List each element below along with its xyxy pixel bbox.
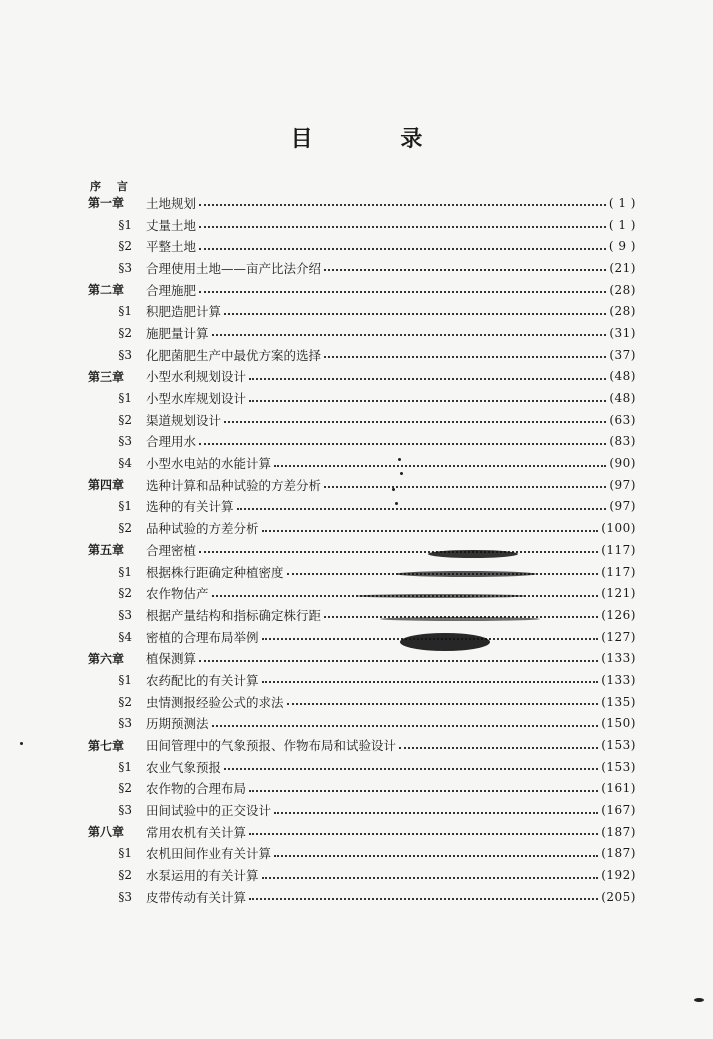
- page-number: (127): [601, 629, 636, 644]
- toc-entry-title: 农作物估产: [146, 586, 209, 602]
- section-number: §3: [118, 434, 132, 449]
- scan-speck: [395, 502, 398, 505]
- scan-speck: [392, 488, 395, 491]
- toc-entry-title: 田间管理中的气象预报、作物布局和试验设计: [146, 738, 397, 754]
- dot-leader: [199, 659, 598, 662]
- page-number: (63): [609, 412, 636, 427]
- toc-entry-title: 农机田间作业有关计算: [146, 846, 272, 862]
- dot-leader: [249, 789, 598, 792]
- dot-leader: [287, 702, 599, 705]
- dot-leader: [324, 268, 606, 271]
- toc-entry-title: 植保测算: [146, 651, 197, 667]
- dot-leader: [199, 225, 606, 228]
- page-number: (28): [609, 304, 636, 319]
- toc-entry-title: 施肥量计算: [146, 325, 209, 341]
- dot-leader: [249, 897, 598, 900]
- dot-leader: [249, 399, 606, 402]
- dot-leader: [199, 203, 606, 206]
- page-number: (48): [609, 391, 636, 406]
- toc-entry-title: 小型水电站的水能计算: [146, 456, 272, 472]
- toc-entry-title: 品种试验的方差分析: [146, 521, 259, 537]
- page-number: (192): [601, 868, 636, 883]
- toc-entry-title: 田间试验中的正交设计: [146, 803, 272, 819]
- toc-entry-title: 选种的有关计算: [146, 499, 234, 515]
- page-number: (187): [601, 846, 636, 861]
- toc-entry-title: 根据产量结构和指标确定株行距: [146, 607, 322, 623]
- toc-entry: [88, 300, 636, 322]
- dot-leader: [274, 464, 606, 467]
- toc-entry-title: 合理密植: [146, 542, 197, 558]
- page-number: (37): [609, 347, 636, 362]
- toc-entry-title: 小型水库规划设计: [146, 391, 247, 407]
- dot-leader: [249, 832, 598, 835]
- chapter-number: 第一章: [88, 196, 125, 211]
- chapter-number: 第四章: [88, 478, 125, 493]
- scan-smudge: [356, 594, 526, 598]
- section-number: §2: [118, 239, 132, 254]
- toc-entry: [88, 647, 636, 669]
- scan-speck: [694, 998, 704, 1002]
- toc-entry-title: 农药配比的有关计算: [146, 672, 259, 688]
- page-number: (133): [601, 672, 636, 687]
- toc-entry: [88, 409, 636, 431]
- page-number: (167): [601, 803, 636, 818]
- dot-leader: [274, 854, 598, 857]
- page-number: (150): [601, 716, 636, 731]
- section-number: §1: [118, 217, 132, 232]
- section-number: §2: [118, 694, 132, 709]
- toc-entry-title: 密植的合理布局举例: [146, 629, 259, 645]
- chapter-number: 第三章: [88, 369, 125, 384]
- chapter-number: 第二章: [88, 283, 125, 298]
- section-number: §1: [118, 759, 132, 774]
- page-number: (153): [601, 738, 636, 753]
- dot-leader: [199, 290, 606, 293]
- toc-entry: [88, 669, 636, 691]
- section-number: §1: [118, 391, 132, 406]
- toc-entry: [88, 192, 636, 214]
- page-number: (121): [601, 586, 636, 601]
- dot-leader: [399, 746, 598, 749]
- section-number: §3: [118, 889, 132, 904]
- page-number: (21): [609, 260, 636, 275]
- toc-entry: [88, 279, 636, 301]
- dot-leader: [262, 876, 599, 879]
- page-number: (135): [601, 694, 636, 709]
- toc-entry-title: 农业气象预报: [146, 759, 222, 775]
- chapter-number: 第七章: [88, 738, 125, 753]
- dot-leader: [249, 377, 606, 380]
- page-number: (28): [609, 282, 636, 297]
- dot-leader: [212, 724, 599, 727]
- toc-entry-title: 历期预测法: [146, 716, 209, 732]
- page-number: (117): [601, 542, 636, 557]
- toc-entry: [88, 474, 636, 496]
- dot-leader: [324, 485, 606, 488]
- chapter-number: 第六章: [88, 651, 125, 666]
- section-number: §2: [118, 412, 132, 427]
- section-number: §1: [118, 499, 132, 514]
- page-number: (133): [601, 651, 636, 666]
- toc-entry: [88, 886, 636, 908]
- toc-entry: [88, 539, 636, 561]
- toc-entry: [88, 452, 636, 474]
- dot-leader: [237, 507, 607, 510]
- section-number: §4: [118, 629, 132, 644]
- scan-speck: [398, 458, 401, 461]
- dot-leader: [212, 333, 607, 336]
- chapter-number: 第八章: [88, 825, 125, 840]
- scan-speck: [20, 742, 23, 745]
- page-number: (187): [601, 824, 636, 839]
- toc-entry-title: 丈量土地: [146, 217, 197, 233]
- toc-entry-title: 积肥造肥计算: [146, 304, 222, 320]
- toc-entry-title: 常用农机有关计算: [146, 824, 247, 840]
- section-number: §2: [118, 521, 132, 536]
- toc-entry: [88, 366, 636, 388]
- toc-entry: [88, 821, 636, 843]
- page-number: ( 1 ): [608, 195, 636, 210]
- scan-speck: [400, 472, 403, 475]
- page-number: (48): [609, 369, 636, 384]
- page-number: (205): [601, 889, 636, 904]
- toc-entry-title: 合理用水: [146, 434, 197, 450]
- page-number: (161): [601, 781, 636, 796]
- toc-entry-title: 水泵运用的有关计算: [146, 868, 259, 884]
- toc-entry-title: 合理使用土地——亩产比法介绍: [146, 260, 322, 276]
- page-number: (153): [601, 759, 636, 774]
- toc-entry-title: 选种计算和品种试验的方差分析: [146, 477, 322, 493]
- toc-entry-title: 农作物的合理布局: [146, 781, 247, 797]
- page-number: (83): [609, 434, 636, 449]
- toc-entry-title: 皮带传动有关计算: [146, 889, 247, 905]
- toc-entry: [88, 713, 636, 735]
- section-number: §2: [118, 868, 132, 883]
- toc-entry: [88, 843, 636, 865]
- section-number: §1: [118, 672, 132, 687]
- page-number: (31): [609, 325, 636, 340]
- toc-entry-title: 小型水利规划设计: [146, 369, 247, 385]
- toc-entry-title: 根据株行距确定种植密度: [146, 564, 284, 580]
- toc-entry: [88, 214, 636, 236]
- toc-entry: [88, 756, 636, 778]
- section-number: §4: [118, 456, 132, 471]
- section-number: §2: [118, 325, 132, 340]
- page-number: ( 1 ): [608, 217, 636, 232]
- chapter-number: 第五章: [88, 543, 125, 558]
- toc-entry: [88, 604, 636, 626]
- toc-entry-title: 化肥菌肥生产中最优方案的选择: [146, 347, 322, 363]
- page-number: (90): [609, 456, 636, 471]
- toc-entry: [88, 734, 636, 756]
- dot-leader: [199, 550, 598, 553]
- page-number: (126): [601, 607, 636, 622]
- toc-entry: [88, 691, 636, 713]
- preface-heading: 序 言: [90, 180, 134, 193]
- dot-leader: [199, 442, 606, 445]
- toc-entry: [88, 778, 636, 800]
- page-number: ( 9 ): [608, 239, 636, 254]
- page-number: (97): [609, 477, 636, 492]
- dot-leader: [324, 355, 606, 358]
- dot-leader: [224, 312, 606, 315]
- toc-entry: [88, 799, 636, 821]
- toc-entry: [88, 344, 636, 366]
- page-number: (100): [601, 521, 636, 536]
- dot-leader: [224, 767, 598, 770]
- section-number: §3: [118, 607, 132, 622]
- toc-entry: [88, 431, 636, 453]
- toc-entry: [88, 517, 636, 539]
- toc-entry-title: 渠道规划设计: [146, 412, 222, 428]
- toc-entry: [88, 496, 636, 518]
- section-number: §3: [118, 260, 132, 275]
- section-number: §3: [118, 347, 132, 362]
- scan-smudge: [396, 571, 536, 577]
- dot-leader: [199, 247, 606, 250]
- toc-entry-title: 土地规划: [146, 195, 197, 211]
- section-number: §3: [118, 803, 132, 818]
- section-number: §3: [118, 716, 132, 731]
- scan-smudge: [380, 617, 540, 621]
- toc-entry: [88, 235, 636, 257]
- toc-entry: [88, 561, 636, 583]
- dot-leader: [224, 420, 606, 423]
- page-title: 目 录: [290, 126, 463, 152]
- scan-smudge: [400, 633, 490, 651]
- toc-entry: [88, 387, 636, 409]
- toc-entry: [88, 322, 636, 344]
- toc-entry: [88, 582, 636, 604]
- dot-leader: [262, 680, 599, 683]
- toc-entry: [88, 626, 636, 648]
- toc-entry: [88, 257, 636, 279]
- scan-smudge: [428, 550, 518, 558]
- section-number: §2: [118, 781, 132, 796]
- section-number: §2: [118, 586, 132, 601]
- page-number: (97): [609, 499, 636, 514]
- section-number: §1: [118, 304, 132, 319]
- section-number: §1: [118, 846, 132, 861]
- toc-entry-title: 合理施肥: [146, 282, 197, 298]
- dot-leader: [274, 811, 598, 814]
- section-number: §1: [118, 564, 132, 579]
- dot-leader: [262, 529, 599, 532]
- page-number: (117): [601, 564, 636, 579]
- toc-entry: [88, 864, 636, 886]
- toc-entry-title: 虫情测报经验公式的求法: [146, 694, 284, 710]
- table-of-contents: [88, 192, 636, 908]
- toc-entry-title: 平整土地: [146, 239, 197, 255]
